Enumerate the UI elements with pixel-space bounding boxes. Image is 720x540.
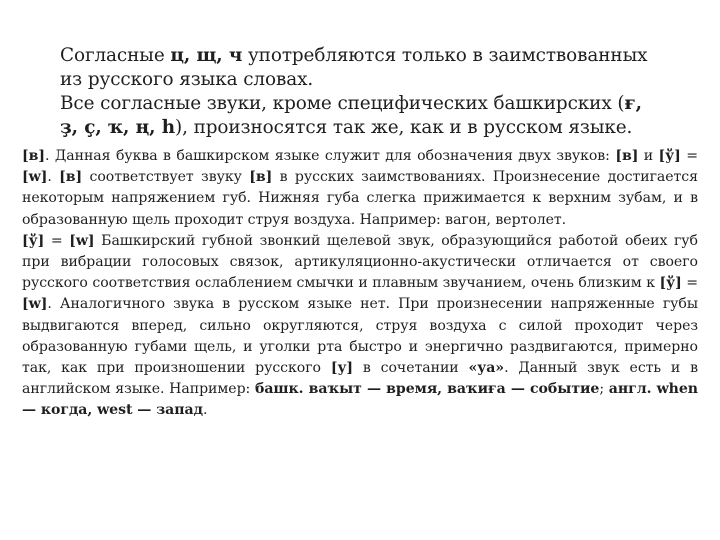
paragraph-w: [22, 231, 698, 422]
sound-symbol: [у]: [330, 360, 354, 377]
text-span: . Данная буква в башкирском языке служит для обозначения двух звуков:: [44, 148, 616, 164]
intro-line-1: [60, 44, 660, 92]
intro-letters-bold: ц, щ, ч: [170, 45, 243, 66]
intro-text-span: Согласные: [60, 45, 171, 66]
text-span: ;: [599, 381, 609, 398]
sound-symbol: [в]: [249, 169, 273, 186]
intro-letters-bold: ғ, ҙ, ç, ҡ, ң, һ: [60, 93, 642, 138]
text-span: соответствует звуку: [82, 169, 250, 186]
paragraph-v: [22, 146, 698, 231]
sound-symbol: [ў]: [22, 232, 45, 249]
sound-symbol: [ў]: [659, 275, 682, 292]
text-span: и: [638, 148, 659, 164]
text-span: .: [47, 169, 60, 186]
sound-symbol: [в]: [59, 169, 83, 186]
intro-text-span: ), произносятся так же, как и в русском языке.: [175, 117, 633, 138]
intro-text-span: Все согласные звуки, кроме специфических башкирских (: [60, 93, 625, 114]
intro-line-2: [60, 92, 660, 140]
body-text: [22, 146, 698, 422]
example-english: англ. when — когда, west — запад: [22, 381, 698, 419]
text-span: =: [680, 148, 698, 164]
sound-symbol: [w]: [22, 296, 48, 313]
example-bashkir: башк. ваҡыт — время, ваҡиға — событие: [254, 381, 600, 398]
text-span: .: [202, 402, 208, 419]
text-span: . Аналогичного звука в русском языке нет. При произнесении напряженные губы выдвигаются вперед, сильно округляются, струя воздуха с силой проходит через образованную губами щель, и уголки рта быстро и энергично раздвигаются, примерно так, как при произношении русского: [22, 296, 698, 377]
text-span: . Данный звук есть и в английском языке. Например:: [22, 360, 698, 398]
text-span: в русских заимствованиях. Произнесение достигается некоторым напряжением губ. Нижняя губа слегка прижимается к верхним зубам, и в образованную щель проходит струя воздуха. Например: вагон, вертолет.: [22, 169, 698, 228]
text-span: =: [44, 232, 70, 249]
sound-symbol: [w]: [22, 169, 48, 186]
intro-text-span: употребляются только в заимствованных из русского языка словах.: [60, 45, 648, 90]
sound-symbol: [в]: [22, 148, 45, 164]
text-span: Башкирский губной звонкий щелевой звук, образующийся работой обеих губ при вибрации голосовых связок, артикуляционно-акустически отличается от своего русского соответствия ослаблением смычки и плавным звучанием, очень близким к: [22, 232, 698, 292]
sound-symbol: [в]: [615, 148, 639, 164]
text-span: =: [681, 275, 699, 292]
intro-text: [60, 44, 660, 140]
text-span: в сочетании: [353, 360, 469, 377]
sound-symbol: «уа»: [468, 360, 505, 377]
sound-symbol: [w]: [69, 232, 95, 249]
sound-symbol: [ў]: [658, 148, 681, 164]
